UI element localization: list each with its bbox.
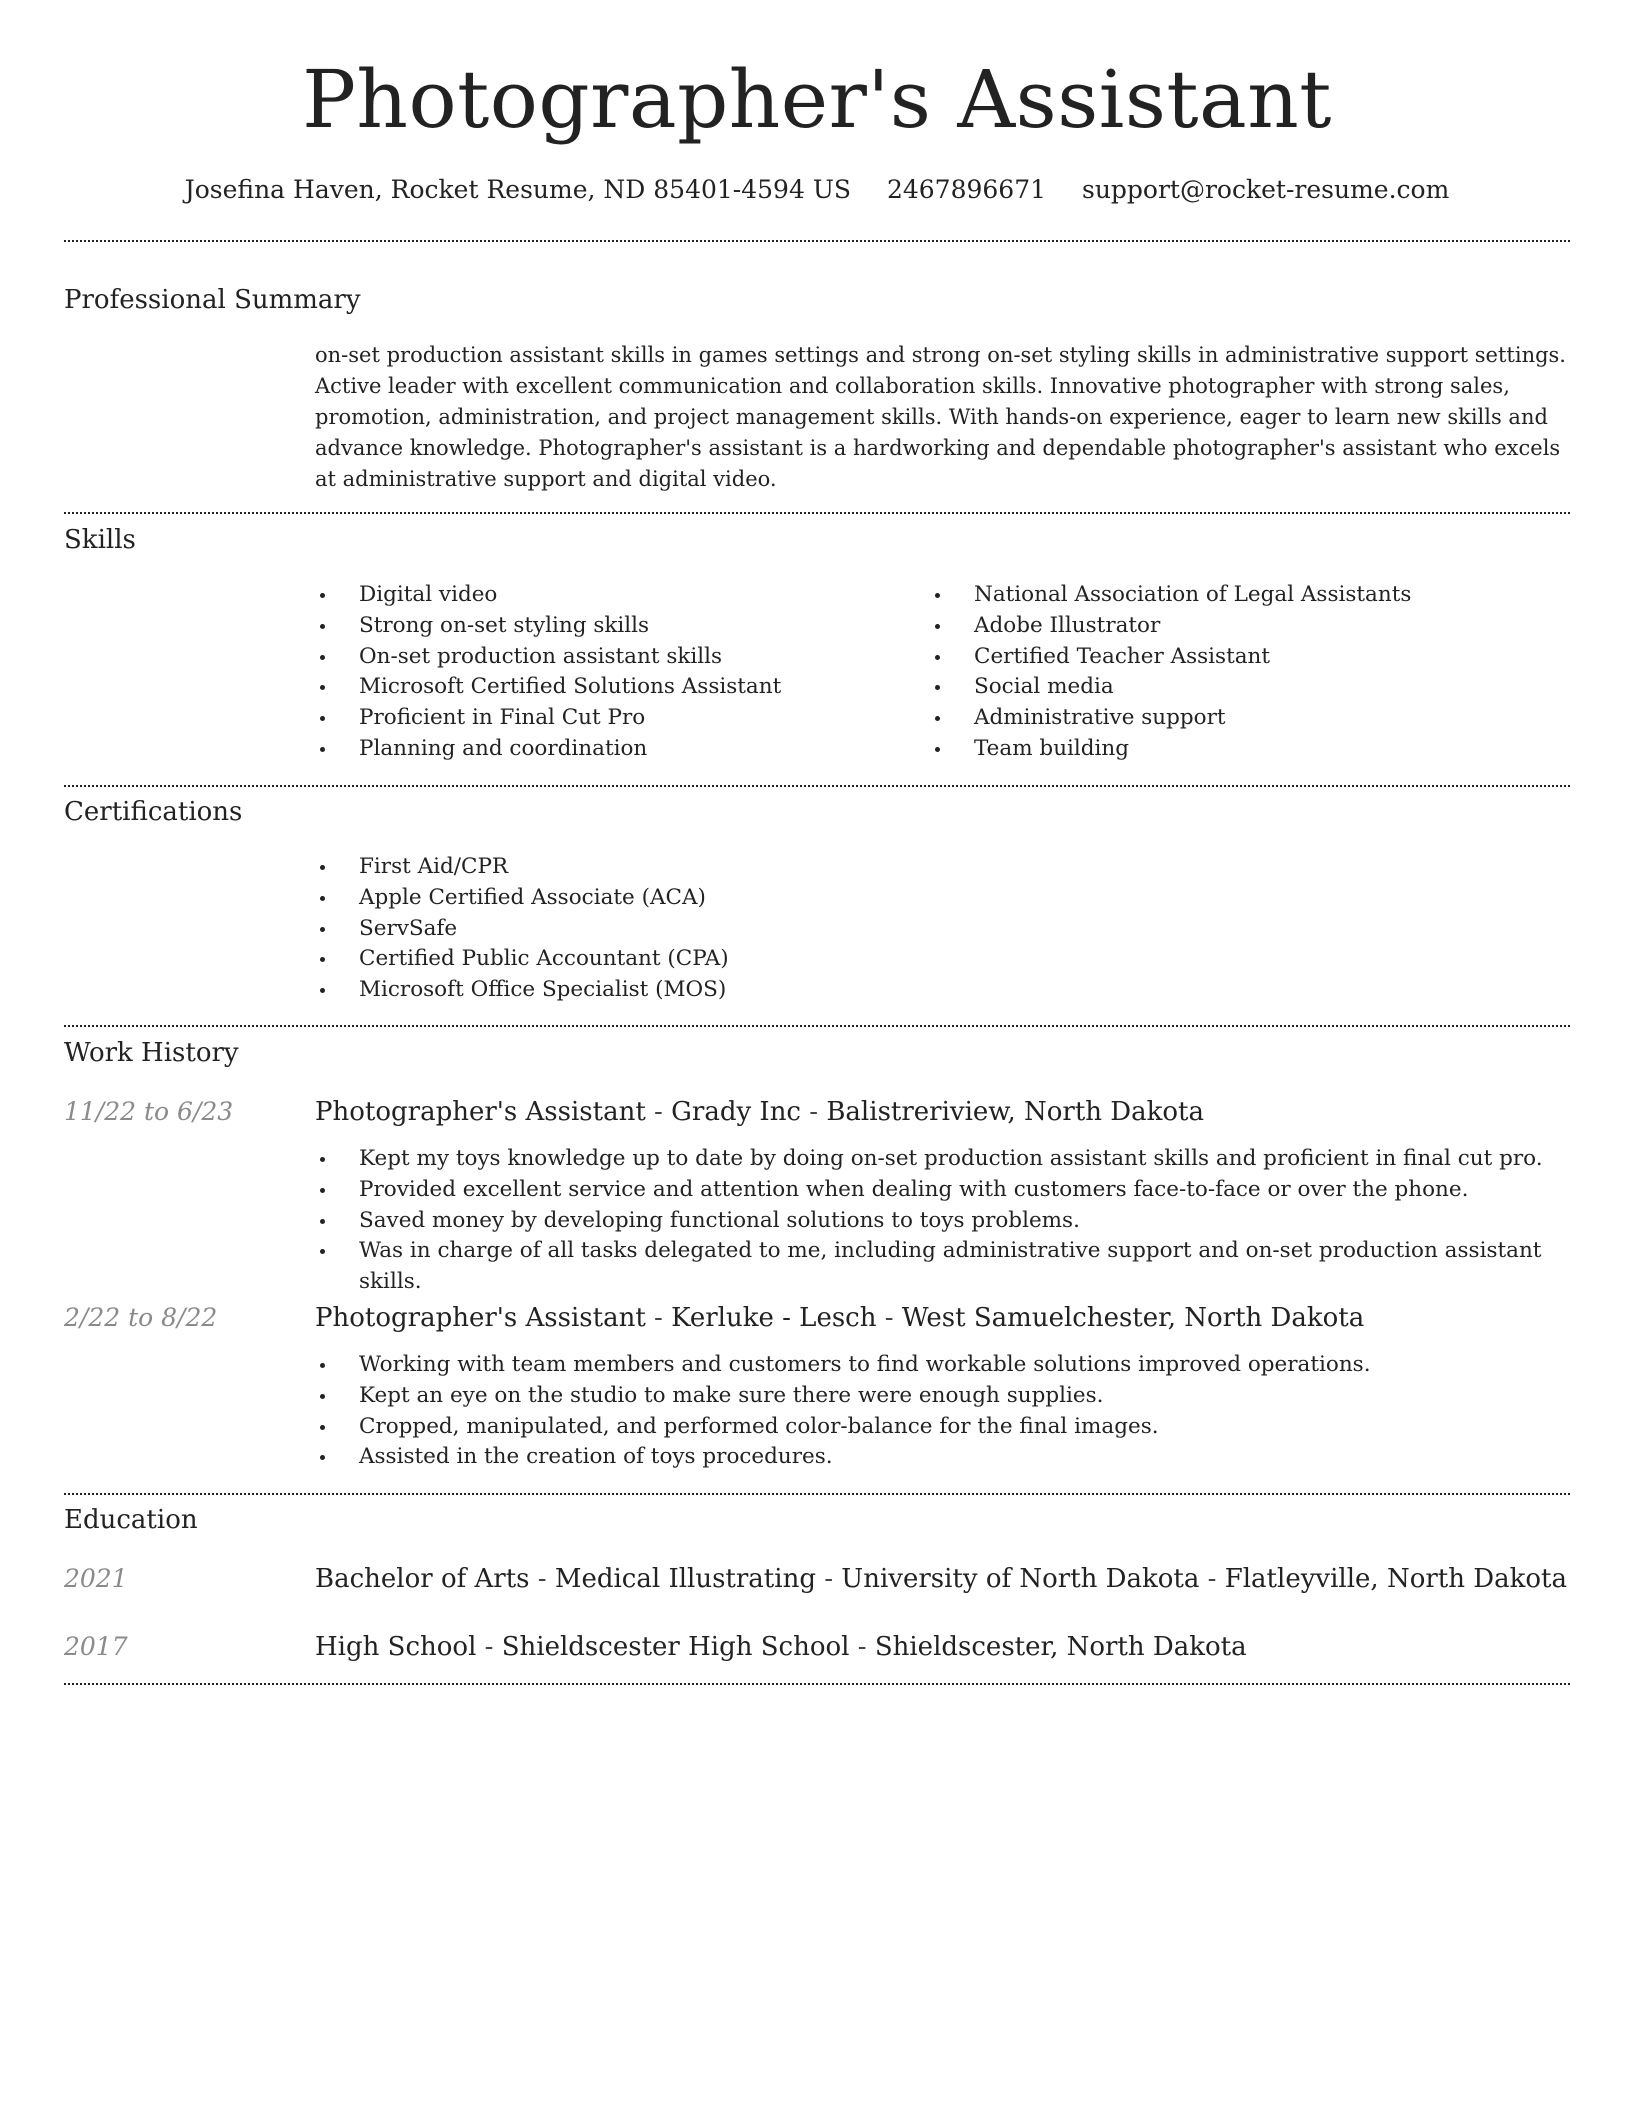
job-bullet: • Assisted in the creation of toys procedures. <box>337 1442 1570 1473</box>
job-location: West Samuelchester, North Dakota <box>901 1303 1365 1333</box>
job-dates: 2/22 to 8/22 <box>64 1303 218 1332</box>
certification-item: • Apple Certified Associate (ACA) <box>337 883 1215 914</box>
education-degree: High School <box>315 1632 477 1662</box>
skills-list-left <box>315 580 915 765</box>
job-company: Grady Inc <box>671 1097 801 1127</box>
education-location: Shieldscester, North Dakota <box>874 1632 1247 1662</box>
job-bullet: • Provided excellent service and attention when dealing with customers face-to-face or over the phone. <box>337 1175 1570 1206</box>
separator: - <box>476 1632 502 1662</box>
summary-text: on-set production assistant skills in games settings and strong on-set styling skills in administrative support settings. Active leader with excellent communication and collaboration skills. Innovative photographer with strong sales, promotion, administration, and project management skills. With hands-on experience, eager to learn new skills and advance knowledge. Photographer's assistant is a hardworking and dependable photographer's assistant who excels at administrative support and digital video. <box>315 343 1566 491</box>
job-bullet: • Working with team members and customers to find workable solutions improved operations. <box>337 1350 1570 1381</box>
separator: - <box>645 1303 672 1333</box>
summary-heading: Professional Summary <box>64 285 361 315</box>
education-year: 2021 <box>64 1564 128 1593</box>
divider <box>64 512 1570 514</box>
separator: - <box>815 1564 842 1594</box>
skill-item: • Adobe Illustrator <box>952 611 1550 642</box>
candidate-title: Photographer's Assistant <box>302 53 1332 146</box>
job-header <box>315 1300 1364 1336</box>
certifications-list <box>315 852 1215 1006</box>
skill-item: • Certified Teacher Assistant <box>952 642 1550 673</box>
job-bullet: • Saved money by developing functional solutions to toys problems. <box>337 1206 1570 1237</box>
skill-item: • Team building <box>952 734 1550 765</box>
skill-item: • Strong on-set styling skills <box>337 611 915 642</box>
certification-item: • First Aid/CPR <box>337 852 1215 883</box>
job-bullet: • Kept an eye on the studio to make sure there were enough supplies. <box>337 1381 1570 1412</box>
separator: - <box>849 1632 875 1662</box>
skill-item: • Digital video <box>337 580 915 611</box>
job-bullet: • Cropped, manipulated, and performed color-balance for the final images. <box>337 1412 1570 1443</box>
divider <box>64 1025 1570 1027</box>
education-entry <box>315 1629 1247 1665</box>
certification-item: • ServSafe <box>337 914 1215 945</box>
skills-list-right <box>930 580 1550 765</box>
education-degree: Bachelor of Arts <box>315 1564 530 1594</box>
job-role: Photographer's Assistant <box>315 1097 646 1127</box>
education-location: Flatleyville, North Dakota <box>1224 1564 1567 1594</box>
certification-item: • Certified Public Accountant (CPA) <box>337 944 1215 975</box>
education-field: Medical Illustrating <box>554 1564 816 1594</box>
education-entry <box>315 1561 1567 1597</box>
divider <box>64 785 1570 787</box>
job-bullets <box>315 1144 1570 1298</box>
education-heading: Education <box>64 1505 198 1535</box>
contact-line <box>64 172 1570 208</box>
job-dates: 11/22 to 6/23 <box>64 1097 234 1126</box>
skill-item: • Administrative support <box>952 703 1550 734</box>
education-school: University of North Dakota <box>841 1564 1200 1594</box>
skill-item: • On-set production assistant skills <box>337 642 915 673</box>
job-location: Balistreriview, North Dakota <box>826 1097 1205 1127</box>
certification-item: • Microsoft Office Specialist (MOS) <box>337 975 1215 1006</box>
job-bullet: • Kept my toys knowledge up to date by doing on-set production assistant skills and proficient in final cut pro. <box>337 1144 1570 1175</box>
education-year: 2017 <box>64 1632 128 1661</box>
skill-item: • Microsoft Certified Solutions Assistant <box>337 672 915 703</box>
contact-address: Josefina Haven, Rocket Resume, ND 85401-4594 US <box>184 175 852 204</box>
separator: - <box>529 1564 555 1594</box>
work-heading: Work History <box>64 1038 239 1068</box>
divider <box>64 240 1570 242</box>
skills-heading: Skills <box>64 525 136 555</box>
job-company: Kerluke - Lesch <box>671 1303 877 1333</box>
certifications-heading: Certifications <box>64 797 243 827</box>
skill-item: • Planning and coordination <box>337 734 915 765</box>
separator: - <box>1199 1564 1225 1594</box>
skill-item: • National Association of Legal Assistants <box>952 580 1550 611</box>
separator: - <box>645 1097 672 1127</box>
skill-item: • Social media <box>952 672 1550 703</box>
resume-page <box>64 0 1570 2112</box>
job-bullets <box>315 1350 1570 1473</box>
separator: - <box>876 1303 902 1333</box>
contact-phone: 2467896671 <box>886 175 1047 204</box>
job-role: Photographer's Assistant <box>315 1303 646 1333</box>
skill-item: • Proficient in Final Cut Pro <box>337 703 915 734</box>
job-bullet: • Was in charge of all tasks delegated to me, including administrative support and on-set production assistant skills. <box>337 1236 1570 1298</box>
divider <box>64 1683 1570 1685</box>
separator: - <box>801 1097 827 1127</box>
divider <box>64 1493 1570 1495</box>
job-header <box>315 1094 1204 1130</box>
contact-email: support@rocket-resume.com <box>1081 175 1450 204</box>
education-school: Shieldscester High School <box>501 1632 850 1662</box>
